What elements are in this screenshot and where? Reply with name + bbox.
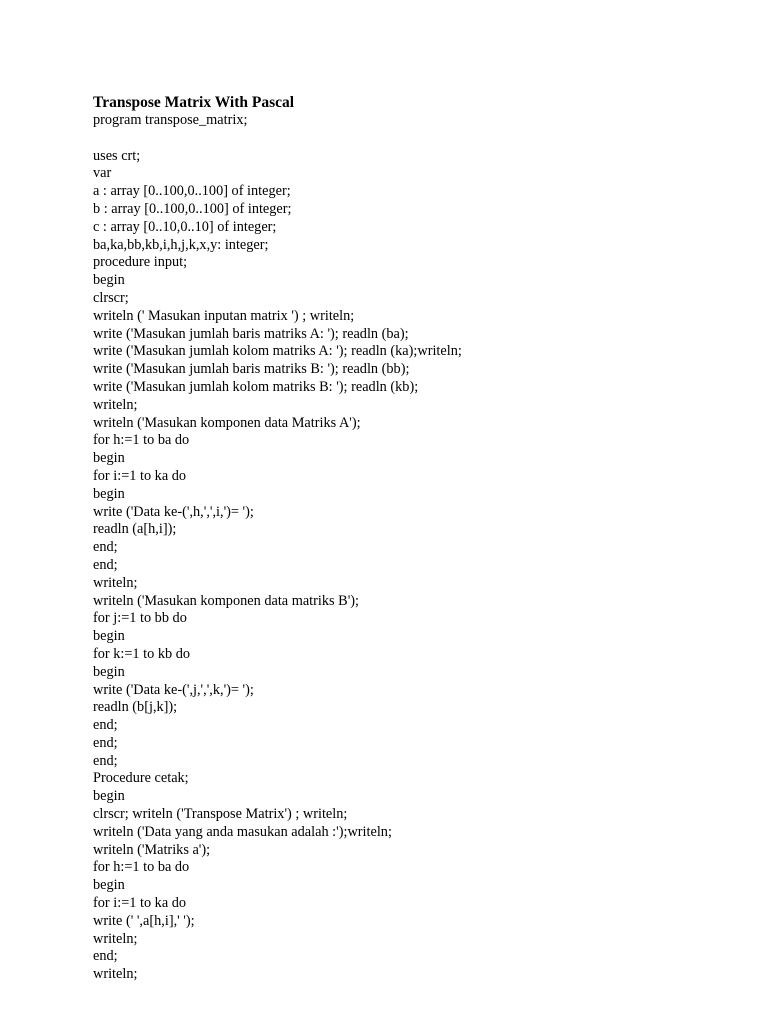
code-line: clrscr; [93,289,129,306]
code-line: writeln ('Masukan komponen data matriks B'); [93,592,360,609]
code-line: write ('Data ke-(',j,',',k,')= '); [93,681,254,698]
code-line: for j:=1 to bb do [93,610,187,627]
code-line: write ('Masukan jumlah kolom matriks A: '); readln (ka);writeln; [93,343,462,360]
code-line: writeln; [93,396,138,413]
code-line: write ('Masukan jumlah baris matriks B: '); readln (bb); [93,361,410,378]
code-line: Procedure cetak; [93,770,189,787]
code-line: clrscr; writeln ('Transpose Matrix') ; writeln; [93,806,348,823]
code-line: end; [93,717,118,734]
code-line: write ('Data ke-(',h,',',i,')= '); [93,503,254,520]
code-line: writeln ('Data yang anda masukan adalah :');writeln; [93,823,392,840]
code-line: c : array [0..10,0..10] of integer; [93,218,277,235]
code-line: ba,ka,bb,kb,i,h,j,k,x,y: integer; [93,236,269,253]
code-line: writeln; [93,930,138,947]
code-line: write (' ',a[h,i],' '); [93,912,195,929]
code-line: writeln (' Masukan inputan matrix ') ; writeln; [93,307,355,324]
code-line: end; [93,734,118,751]
code-line: for i:=1 to ka do [93,895,187,912]
code-line: writeln ('Masukan komponen data Matriks A'); [93,414,361,431]
code-line: begin [93,788,125,805]
code-line: for h:=1 to ba do [93,432,190,449]
code-line: for h:=1 to ba do [93,859,190,876]
code-line: begin [93,663,125,680]
code-line: writeln; [93,966,138,983]
code-listing [93,112,462,984]
code-line: var [93,165,112,182]
code-line: uses crt; [93,147,141,164]
code-line: write ('Masukan jumlah kolom matriks B: '); readln (kb); [93,378,419,395]
document-title: Transpose Matrix With Pascal [93,94,295,111]
code-line: end; [93,752,118,769]
code-line: begin [93,485,125,502]
code-line: a : array [0..100,0..100] of integer; [93,183,291,200]
code-line: for k:=1 to kb do [93,645,191,662]
code-line [93,130,462,148]
code-line: begin [93,450,125,467]
code-line: end; [93,556,118,573]
code-line: write ('Masukan jumlah baris matriks A: '); readln (ba); [93,325,409,342]
code-line: readln (a[h,i]); [93,521,177,538]
code-line: procedure input; [93,254,188,271]
code-line: readln (b[j,k]); [93,699,178,716]
code-line: end; [93,539,118,556]
code-line: writeln; [93,574,138,591]
code-line: program transpose_matrix; [93,112,248,128]
code-line: end; [93,948,118,965]
code-line: b : array [0..100,0..100] of integer; [93,200,292,217]
code-line: for i:=1 to ka do [93,467,187,484]
code-line: writeln ('Matriks a'); [93,841,211,858]
code-line: begin [93,628,125,645]
code-line: begin [93,272,125,289]
code-line: begin [93,877,125,894]
